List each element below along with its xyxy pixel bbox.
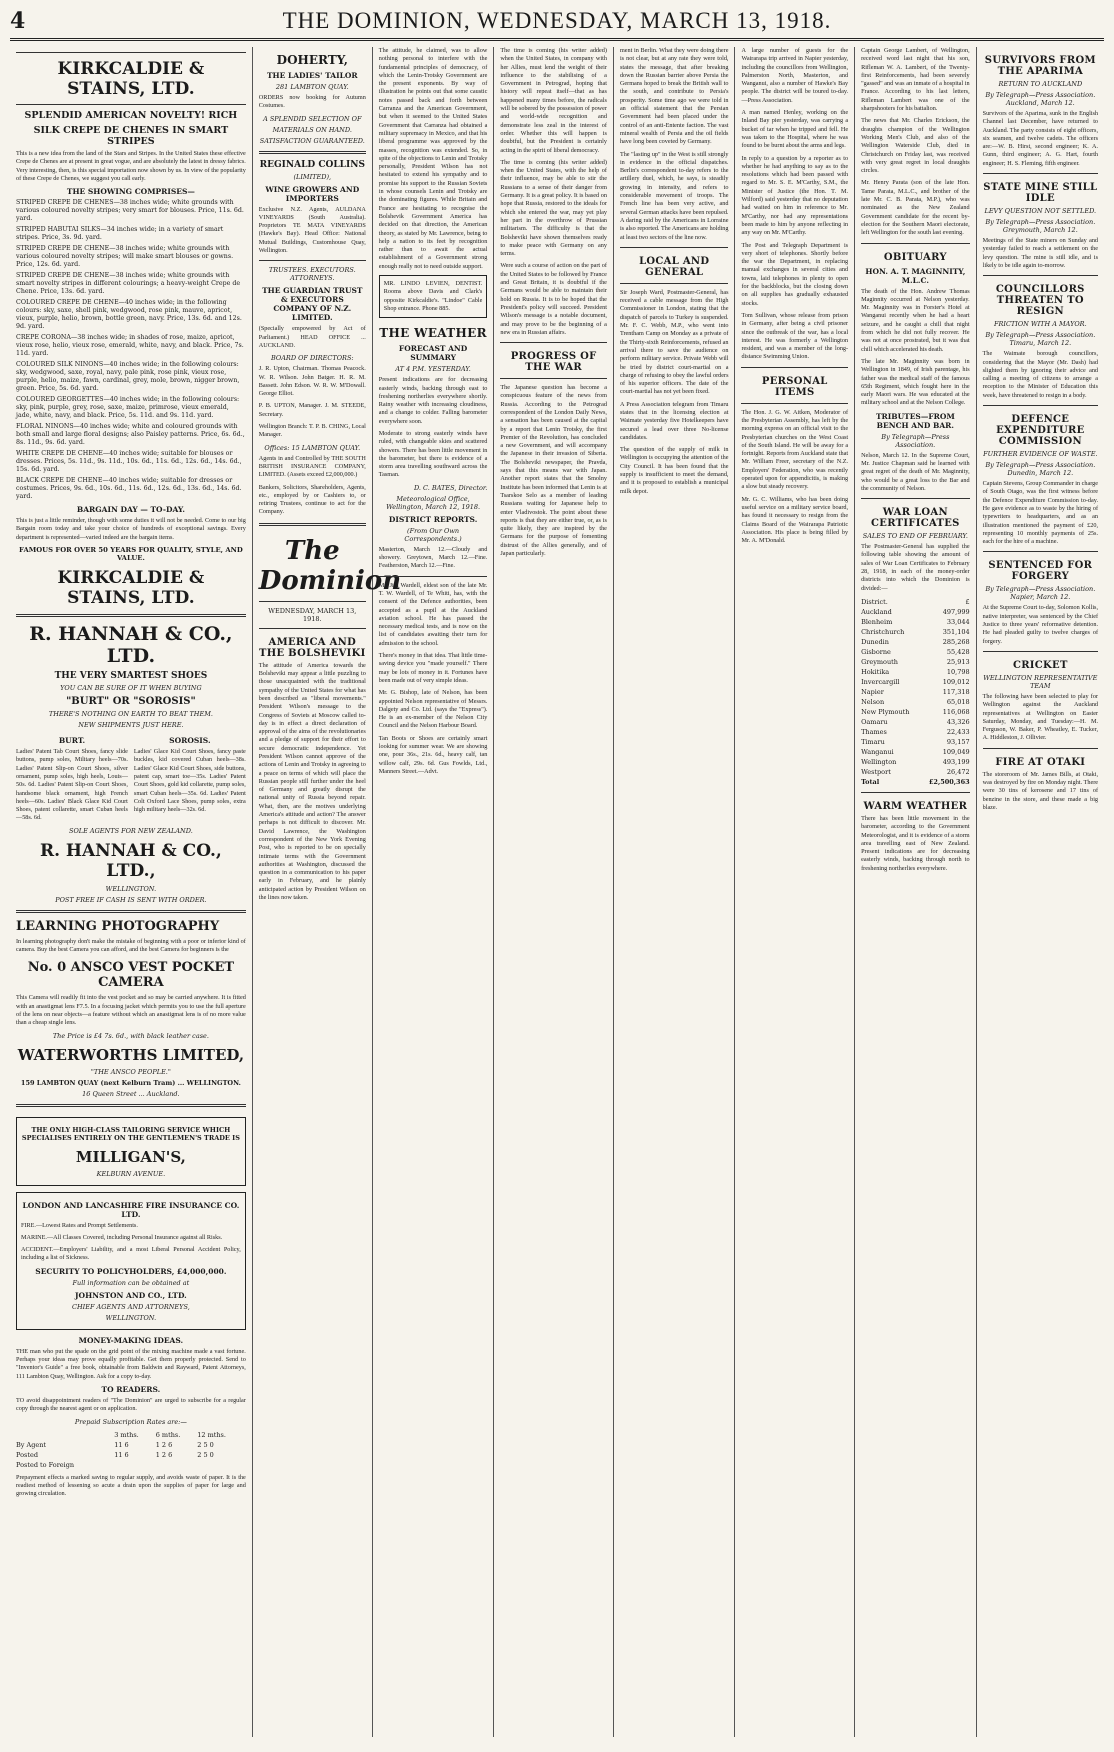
ad-london-city: WELLINGTON. — [105, 1313, 157, 1322]
ad-kirkcaldie-list — [16, 199, 246, 501]
war-loan-header-cell: District. — [861, 597, 888, 606]
obituary-subhead: HON. A. T. MAGINNITY, M.L.C. — [865, 266, 966, 285]
editorial-text-4b: The time is coming (his writer added) when the United States, with the help of their influence, may be able to stir the Russians to a sense of their danger from Germany. It is a great policy. It is based on hope that Russia, restored to the ideals for which she entered the war, may yet play her part in the overthrow of Prussian militarism. The difficulty is that the Bolsheviki have shown themselves ready to make peace with Germany on any terms. — [500, 158, 607, 258]
news-money-idea: There's money in that idea. That little time-saving device you "made yourself." There may be lots of money in it. Fortunes have been made out of very simple ideas. — [378, 652, 488, 684]
war-loan-row — [861, 707, 970, 717]
ad-london-agents-2: CHIEF AGENTS AND ATTORNEYS, — [72, 1302, 190, 1311]
district-reports-text: Masterton, March 12.—Cloudy and showery. Greytown, March 12.—Fine. Featherston, March 12.—Fine. — [378, 545, 488, 570]
ad-doherty-satisfaction: SATISFACTION GUARANTEED. — [259, 136, 365, 145]
war-loan-total-row — [861, 777, 970, 787]
survivors-sub: RETURN TO AUCKLAND — [998, 80, 1083, 88]
fire-headline: FIRE AT OTAKI — [995, 756, 1086, 768]
war-loan-table — [861, 597, 970, 787]
ad-ansco-camera: No. 0 ANSCO VEST POCKET CAMERA — [27, 960, 235, 991]
ad-london-agents: JOHNSTON AND CO., LTD. — [75, 1290, 187, 1300]
ad-milligan — [16, 1117, 246, 1186]
warm-weather-text: There has been little movement in the barometer, according to the Government Meteorologist, and it is evidence of a storm area travelling east of New Zealand. Present indications are for decreasing easterly winds, backing through north to freshening northerlies everywhere. — [861, 814, 970, 872]
ad-photography-text: In learning photography don't make the mistake of beginning with a poor or inferior kind of camera. Buy the best Camera you can afford, and the best Camera for beginners is the — [16, 937, 246, 954]
ad-kirkcaldie-bargain: BARGAIN DAY — TO-DAY. — [76, 505, 185, 515]
ad-reginald-title: REGINALD COLLINS — [259, 159, 365, 170]
divider — [379, 576, 488, 577]
ad-money-head: MONEY-MAKING IDEAS. — [78, 1335, 184, 1345]
local-general-headline: LOCAL AND GENERAL — [639, 255, 710, 278]
war-loan-row — [861, 637, 970, 647]
ad-hannah-title-2: R. HANNAH & CO., LTD., — [39, 840, 222, 881]
forgery-headline: SENTENCED FOR FORGERY — [988, 560, 1093, 583]
ad-lindo-text: MR. LINDO LEVIEN, DENTIST. Rooms above Davis and Clark's opposite Kirkcaldie's. "Lindoe" Cable Shop entrance. Phone 885. — [383, 280, 483, 312]
editorial-text: The attitude of America towards the Bolsheviki may appear a little puzzling to those unacquainted with the traditional sympathy of the United States for what has been described as "liberal movements." President Wilson's message to the Congress of Soviets at Moscow called to-day is in effect a direct declaration of approval of the aims of the revolutionaries and a pledge of support for their effort to secure democratic independence. Yet President Wilson cannot approve of the actions of Lenin and Trotsky in agreeing to a peace on terms of which will place the Russian people still further under the heel of Germany and greatly disrupt the national unity of Russia beyond repair. What, then, are the motives underlying America's attitude and action? The answer perhaps is not difficult to discover. Mr. David Lawrence, the Washington correspondent of the New York Evening Post, who is reported to be on specially intimate terms with the Government authorities at Washington, discussed the question in a communication to his paper early in February, and he plainly anticipated action by President Wilson on the lines now taken. — [258, 661, 366, 902]
rates-cell: 1 2 6 — [155, 1440, 173, 1449]
column-7 — [855, 47, 977, 1737]
obituary-headline: OBITUARY — [883, 251, 947, 263]
rates-head: Prepaid Subscription Rates are:— — [74, 1417, 187, 1426]
survivors-text: Survivors of the Aparima, sunk in the English Channel last December, have returned to Auckland. The party consists of eight officers, six seamen, and twelve cadets. The officers are:—W. B. Hirst, second engineer; K. A. Gunn, third engineer; A. G. Hart, fourth engineer; H. S. Fleming, fifth engineer. — [982, 110, 1099, 167]
councillors-text: The Waimate borough councillors, considering that the Mayor (Mr. Dash) had slighted them by ignoring their advice and calling a meeting of citizens to arrange a reception to the Minister of Education this week, have threatened to resign in a body. — [982, 350, 1099, 399]
war-loan-district: Invercargill — [861, 677, 900, 686]
readers-head: TO READERS. — [101, 1384, 161, 1394]
cricket-text: The following have been selected to play for Wellington against the Auckland representatives at Wellington on Easter Saturday, Monday, and Tuesday:—H. M. Ferguson, W. Baker, P. Wheatley, E. Tucker, A. Hiddleston, J. Ollivier. — [982, 692, 1099, 742]
ad-trustees: TRUSTEES. EXECUTORS. ATTORNEYS. — [268, 266, 356, 283]
ad-reginald-wine: WINE GROWERS AND IMPORTERS — [265, 184, 360, 203]
war-loan-total-label: Total — [861, 777, 880, 786]
rates-cell: Posted to Foreign — [16, 1460, 75, 1469]
weather-title: THE WEATHER — [379, 326, 487, 341]
ad-kirkcaldie-title: KIRKCALDIE & STAINS, LTD. — [57, 59, 205, 99]
divider — [500, 342, 607, 343]
councillors-press: By Telegraph—Press Association. Timaru, March 12. — [985, 331, 1096, 348]
divider — [259, 523, 366, 526]
ad-board-wellington: Wellington Branch: T. P. B. CHING, Local Manager. — [258, 423, 366, 439]
war-loan-amount: 43,326 — [946, 717, 970, 726]
weather-time: AT 4 P.M. YESTERDAY. — [395, 365, 471, 374]
ad-kirkcaldie-item: FLORAL NINONS—40 inches wide; white and coloured grounds with both small and large floral designs; also Paisley patterns. Price, 6s. 6d., 8s. 11d., 9s. 6d. yard. — [16, 423, 245, 447]
divider — [16, 52, 246, 53]
ad-waterworths-address: 159 LAMBTON QUAY (next Kelburn Tram) ... WELLINGTON. — [20, 1078, 241, 1087]
rates-cell: 2 5 0 — [197, 1440, 214, 1449]
local-text-6c: In reply to a question by a reporter as to whether he had anything to say as to the resolutions which had been passed with regard to Mr. S. E. M'Carthy, S.M., the Minister of Justice (the Hon. T. M. Wilford) said yesterday that no deputation had waited on him in reference to Mr. M'Carthy, nor had any representations been made to him by anyone reflecting in any way on Mr. M'Carthy. — [741, 154, 849, 237]
rates-cell — [197, 1460, 246, 1470]
divider — [16, 910, 246, 913]
personal-items-text: The Hon. J. G. W. Aitken, Moderator of the Presbyterian Assembly, has left by the morning express on an official visit to the Presbyterian churches on the West Coast of the South Island. He will be away for a fortnight. Reports from Auckland state that Mr. William Freer, secretary of the N.Z. Employers' Federation, who was recently operated upon for appendicitis, is making a slow but steady recovery. — [741, 408, 849, 491]
editorial-text-4c: Were such a course of action on the part of the United States to be followed by France and Great Britain, it is doubtful if the Germans would be able to maintain their hold on Russia. It is to be hoped that the President's policy will succeed. President Wilson's message is a notable document, and may prove to be the beginning of a new era in Russian affairs. — [500, 262, 607, 336]
state-mine-press: By Telegraph—Press Association. Greymouth, March 12. — [985, 218, 1096, 235]
ad-milligan-head: THE ONLY HIGH-CLASS TAILORING SERVICE WHICH SPECIALISES ENTIRELY ON THE GENTLEMEN'S TRADE IS — [21, 1125, 240, 1142]
ad-hannah-sorosis: Ladies' Glace Kid Court Shoes, fancy paste buckles, kid covered Cuban heels—38s. Ladies' Glace Kid Court Shoes, side buttons, patent cap, smart toe—35s. Ladies' Patent Court Shoes, gold kid collarette, pump soles, smart Cuban heels—35s. 6d. Ladies' Patent Colt Oxford Lace Shoes, pump soles, extra high military heels—32s. 6d. — [133, 748, 246, 814]
war-loan-district: Blenheim — [861, 617, 893, 626]
district-reports-sub: (From Our Own Correspondents.) — [404, 526, 462, 543]
survivors-press: By Telegraph—Press Association. Auckland, March 12. — [985, 91, 1096, 107]
ad-kirkcaldie-intro: This is a new idea from the land of the Stars and Stripes. In the United States these effective Crepe de Chenes are at present in great vogue, and are absolutely the latest in dressy fabrics. Very interesting, then, is this special importation now shown by us. In view of the popularity of these Crepe de Chenes, we suggest you call early. — [16, 150, 246, 182]
war-loan-row — [861, 647, 970, 657]
editorial-text-continued: The attitude, he claimed, was to allow nothing personal to interfere with the fundamental principles of democracy, of which the Lenin-Trotsky Government are the present exponents. By way of illustration he points out that some caustic notes passed back and forth between Carranza and the American Government, but when it seemed to the United States Government that Carranza had obtained a military supremacy in Mexico, and that his liberal programme was approved by the masses, recognition was extended. So, in spite of the objections to Lenin and Trotsky personally, President Wilson has not hesitated to extend his sympathy and to promise his support to the Russian Soviets in whose counsels Lenin and Trotsky are the dominating figures. While Britain and France are hesitating to recognise the Bolshevik Government America has decided on that direction, the American theory, as stated by Mr. Lawrence, being to help a nation to its feet by recognition rather than to await the actual establishment of a Government strong enough really not to need outside support. — [378, 47, 488, 270]
war-loan-amount: 117,318 — [942, 687, 970, 696]
column-5 — [614, 47, 736, 1737]
ad-waterworths-sub: "THE ANSCO PEOPLE." — [90, 1067, 171, 1076]
defence-text: Captain Stevens, Group Commander in charge of South Otago, was the first witness before the Defence Expenditure Commission to-day. He gave evidence as to waste by the hiring of typewriters to headquarters, and as an illustration mentioned the payment of £20, representing 10 monthly payments of 25s. each for the hire of a machine. — [982, 480, 1099, 546]
ad-hannah-title: R. HANNAH & CO., LTD. — [29, 623, 233, 668]
ad-hannah-sub4: NEW SHIPMENTS JUST HERE. — [78, 721, 184, 730]
progress-of-war-headline: PROGRESS OF THE WAR — [510, 351, 597, 374]
cricket-headline: CRICKET — [1012, 659, 1068, 671]
state-mine-headline: STATE MINE STILL IDLE — [983, 182, 1098, 205]
ad-board-text: J. R. Upton, Chairman. Thomas Peacock. W. R. Wilson. John Batger. H. R. M. Bassett. John Edson. W. R. W. M'Dowall. George Elliot. — [258, 365, 366, 398]
divider — [16, 104, 246, 105]
local-general-text: Sir Joseph Ward, Postmaster-General, has received a cable message from the High Commissioner in London, stating that the dispatch of parcels to Turkey is suspended. Mr. F. C. Webb, M.P., who went into Trentham Camp on Monday as a private of the Thirty-sixth Reinforcements, refused an arrival there to save the audience on perform military service. Private Webb will be tried by district court-martial on a charge of refusing to obey the lawful orders of his superior officers. The date of the court-martial has not yet been fixed. — [619, 288, 729, 396]
ad-kirkcaldie-item: COLOURED SILK NINONS—40 inches wide; in the following colours: sky, wedgwood, saxe, royal, navy, pale pink, rose pink, vieux rose, purple, helio, maize, fawn, cardinal, grey, mole, brown, nigger brown, green. Price, 5s. 6d. yard. — [16, 361, 240, 393]
divider — [983, 173, 1098, 174]
divider — [861, 792, 970, 793]
ad-tan-shoes: Tan Boots or Shoes are certainly smart looking for summer wear. We are showing one, pour 36s., 21s. 6d., heavy calf, tan willow calf, 29s. 6d. Gus Fowlds, Ltd., Manners Street.—Advt. — [378, 734, 488, 775]
ad-reginald-ltd: (LIMITED), — [293, 172, 332, 181]
ad-kirkcaldie-item: WHITE CREPE DE CHENE—40 inches wide; suitable for blouses or dresses. Prices, 5s. 11d., 9s. 11d., 10s. 6d., 11s. 6d., 12s. 6d., 14s. 6d., 15s. 6d. yard. — [16, 450, 242, 474]
war-loan-row — [861, 767, 970, 777]
rates-cell: Posted — [16, 1450, 38, 1459]
war-loan-district: Dunedin — [861, 637, 889, 646]
war-loan-amount: 109,049 — [942, 747, 970, 756]
newspaper-nameplate: The Dominion — [258, 535, 402, 596]
defence-press: By Telegraph—Press Association. Dunedin, March 12. — [985, 461, 1096, 478]
column-1 — [10, 47, 253, 1737]
war-loan-amount: 285,268 — [942, 637, 970, 646]
ad-kirkcaldie-item: STRIPED CREPE DE CHENE—38 inches wide; white grounds with smart novelty stripes in different colourings; a heavy-weight Crepe de Chene. Price, 13s. 6d. yard. — [16, 272, 241, 296]
local-text-6b: A man named Henley, working on the Inland Bay pier yesterday, was carrying a bucket of tar when he tripped and fell. He was taken to the Hospital, where he was found to be burnt about the arms and legs. — [741, 109, 849, 150]
war-loan-district: Christchurch — [861, 627, 905, 636]
war-text-5b: The "lasting up" in the West is still strongly in evidence in the official dispatches. Berlin's correspondent to-day refers to the artillery duel, which, he says, is steadily growing in intensity, and refers to considerable movement of troops. The French line has been very active, and several German attacks have been repulsed. A daring raid by the Americans in Lorraine is also reported. The Americans are holding at least two sectors of the line now. — [619, 150, 729, 241]
ad-guardian-text: (Specially empowered by Act of Parliament.) HEAD OFFICE ... AUCKLAND. — [258, 325, 366, 349]
war-loan-district: Wanganui — [861, 747, 894, 756]
ad-hannah-head: THE VERY SMARTEST SHOES — [54, 671, 208, 682]
war-loan-amount: 55,428 — [946, 647, 970, 656]
divider — [983, 405, 1098, 406]
rates-cell: 11 6 — [114, 1450, 129, 1459]
war-loan-row — [861, 717, 970, 727]
state-mine-sub: LEVY QUESTION NOT SETTLED. — [984, 207, 1097, 216]
defence-sub: FURTHER EVIDENCE OF WASTE. — [983, 450, 1098, 459]
editorial-date: WEDNESDAY, MARCH 13, 1918. — [268, 606, 357, 623]
war-loan-amount: 93,157 — [946, 737, 970, 746]
ad-column-pair — [16, 1113, 246, 1503]
war-loan-amount: 10,798 — [946, 667, 970, 676]
ad-camera-price: The Price is £4 7s. 6d., with black leather case. — [52, 1031, 209, 1040]
divider — [741, 403, 848, 404]
ad-doherty-materials: MATERIALS ON HAND. — [272, 125, 352, 134]
weather-forecast: Present indications are for decreasing easterly winds, backing through east to freshening northerlies everywhere shortly. Rainy weather with increasing cloudiness, and a change to colder. Falling barometer everywhere soon. — [378, 376, 488, 425]
column-4 — [494, 47, 614, 1737]
ad-london-accident: ACCIDENT.—Employers' Liability, and a most Liberal Personal Accident Policy, including a list of Sickness. — [21, 1246, 241, 1262]
ad-waterworths-title: WATERWORTHS LIMITED, — [17, 1045, 245, 1064]
war-loan-district: Napier — [861, 687, 884, 696]
war-loan-row — [861, 627, 970, 637]
page-number: 4 — [10, 8, 26, 34]
ad-hannah-city: WELLINGTON. — [105, 884, 157, 893]
columns — [10, 47, 1104, 1737]
divider — [259, 601, 366, 602]
column-2 — [253, 47, 402, 1737]
ad-hannah-post: POST FREE IF CASH IS SENT WITH ORDER. — [55, 895, 207, 904]
rates-note: Prepayment effects a marked saving to regular supply, and avoids waste of paper. It is the readiest method of lessening so acute a drain upon the supplies of paper for large and growing circulation. — [16, 1473, 246, 1498]
ad-kirkcaldie-bargain-text: This is just a little reminder, though with some duties it will not be needed. Come to our big Bargain room today and take your choice of hundreds of exceptional savings. Every department is represented—varied indeed are the bargain items. — [16, 517, 246, 541]
rates-row — [16, 1450, 246, 1460]
local-general-text-3: The question of the supply of milk in Wellington is occupying the attention of the City Council. It has been found that the supply is insufficient to meet the demand, and it is proposed to establish a municipal milk depot. — [619, 446, 729, 495]
personal-text-7c: Mr. Henry Parata (son of the late Hon. Tame Parata, M.L.C., and brother of the late Mr. C. B. Parata, M.P.), who was nominated as the New Zealand Government candidate for the recent by-election for the Southern Maori electorate, left Wellington for the south last evening. — [861, 179, 970, 237]
warm-weather-headline: WARM WEATHER — [863, 800, 968, 812]
ad-reginald-text: Exclusive N.Z. Agents, AULDANA VINEYARDS (South Australia). Proprietors TE MATA VINEYARDS (Hawke's Bay). Head Office: National Mutual Buildings, Customhouse Quay, Wellington. — [258, 205, 366, 255]
rates-cell: 2 5 0 — [197, 1450, 214, 1459]
district-reports-head: DISTRICT REPORTS. — [388, 514, 478, 524]
news-bishop: Mr. G. Bishop, late of Nelson, has been appointed Nelson representative of Messrs. Dalgety and Co. Ltd. (says the "Express"). He is an ex-member of the Nelson City Council and the Nelson Harbour Board. — [378, 689, 488, 730]
war-loan-district: Nelson — [861, 697, 885, 706]
ad-london-info: Full information can be obtained at — [72, 1278, 190, 1287]
personal-text-7b: The news that Mr. Charles Erickson, the draughts champion of the Wellington Working Men's Club, and also of the Wellington Waterside Club, died in Christchurch on Friday last, was received with very great regret in local draughts circles. — [861, 117, 970, 175]
rates-header-cell: 3 mths. — [114, 1430, 139, 1439]
divider — [259, 628, 366, 629]
ad-hannah-brands: "BURT" OR "SOROSIS" — [66, 696, 196, 708]
weather-signature: D. C. BATES, Director. — [413, 483, 488, 492]
war-loan-header-row — [861, 597, 970, 607]
ad-board-agents: Agents in and Controlled by THE SOUTH BRITISH INSURANCE COMPANY, LIMITED. (Assets exceed £2,000,000.) — [258, 454, 366, 479]
local-general-text-2: A Press Association telegram from Timaru states that in the licensing election at Waimate yesterday five Hotelkeepers have secured a lead over three No-license candidates. — [619, 400, 729, 441]
ad-kirkcaldie-head: SPLENDID AMERICAN NOVELTY! RICH — [24, 110, 238, 121]
rates-row — [16, 1460, 246, 1470]
councillors-sub: FRICTION WITH A MAYOR. — [993, 320, 1087, 329]
tributes-headline: TRIBUTES—FROM BENCH AND BAR. — [875, 411, 955, 430]
divider — [259, 260, 366, 261]
ad-hannah-burt: Ladies' Patent Tab Court Shoes, fancy slide buttons, pump soles, Military heels—70s. Ladies' Patent Slip-on Court Shoes, silver ornament, pump soles, high heels, Louis—50s. 6d. Ladies' Patent Slip-on Court Shoes, handsome black ornament, high French heels—60s. Ladies' Black Glace Kid Court Shoes, patent collarette, smart Cuban heels—58s. 6d. — [16, 748, 128, 822]
war-loan-row — [861, 747, 970, 757]
war-loan-amount: 497,999 — [942, 607, 970, 616]
divider — [983, 275, 1098, 276]
divider — [16, 614, 246, 617]
ad-board-office: Offices: 15 LAMBTON QUAY. — [264, 443, 361, 452]
ad-london-marine: MARINE.—All Classes Covered, including Personal Insurance against all Risks. — [21, 1233, 223, 1241]
tributes-sub: By Telegraph—Press Association. — [881, 432, 950, 449]
forgery-text: At the Supreme Court to-day, Solomon Kollis, native interpreter, was sentenced by the Chief Justice to three years' reformative detention. He had pleaded guilty to twelve charges of forgery. — [982, 604, 1099, 645]
ad-milligan-address: KELBURN AVENUE. — [96, 1169, 166, 1178]
divider — [500, 378, 607, 379]
column-8 — [977, 47, 1104, 1737]
progress-of-war-text: The Japanese question has become a conspicuous feature of the news from Russia. According to the Petrograd correspondent of the London Daily News, a sensation has been caused at the capital by a report that Lenin Trotsky, the first Premier of the Revolution, has concluded a new Government, and will accompany the Japanese in their invasion of Siberia. The Bolsheviki newspaper, the Pravda, says that this means war with Japan. Another report states that the Smolny Institute has been informed that Lenin is at Tsarskoe Selo as a member of leading Russians waiting for Japanese help to enter Vladivostok. The point about these reports is that they are either true, or, as is quite likely, they are inspired by the Germans for the purpose of fomenting distrust of the Allies generally, and of Japan particularly. — [500, 384, 607, 558]
divider — [861, 498, 970, 499]
ad-doherty-orders: ORDERS now booking for Autumn Costumes. — [258, 94, 366, 110]
editorial-headline: AMERICA AND THE BOLSHEVIKI — [258, 636, 366, 659]
ad-kirkcaldie-item: COLOURED CREPE DE CHENE—40 inches wide; in the following colours: sky, saxe, shell pink, wedgwood, rose pink, mauve, apricot, vieux, purple, helio, brown, bottle green, navy. Price, 13s. 6d. and 12s. 9d. yard. — [16, 299, 242, 331]
ad-kirkcaldie-showing: THE SHOWING COMPRISES— — [66, 187, 195, 197]
newspaper-title: THE DOMINION, WEDNESDAY, MARCH 13, 1918. — [282, 8, 832, 33]
ad-london-title: LONDON AND LANCASHIRE FIRE INSURANCE CO. LTD. — [22, 1200, 240, 1219]
war-loan-amount: 22,433 — [946, 727, 970, 736]
ad-hannah-products — [16, 732, 246, 827]
column-6 — [735, 47, 855, 1737]
ad-kirkcaldie-item: STRIPED CREPE DE CHENE—38 inches wide; white grounds with various coloured novelty stripes; will make smart blouses or gowns. Price, 12s. 6d. yard. — [16, 245, 234, 269]
personal-text-7a: Captain George Lambert, of Wellington, received word last night that his son, Rifleman W. A. Lambert, of the Twenty-first Reinforcements, had been severely "gassed" and was an inmate of a hospital in France. According to his last letters, Rifleman Lambert was one of the sharpshooters for his battalion. — [861, 47, 970, 113]
ad-doherty-selection: A SPLENDID SELECTION OF — [263, 114, 362, 123]
war-loan-district: Hokitika — [861, 667, 890, 676]
personal-items-text-2: Mr. G. C. Williams, who has been doing useful service on a military service board, has found it necessary to resign from the Claims Board of the Wairarapa Patriotic Association. His place is being filled by Mr. A. M'Donald. — [741, 495, 849, 545]
divider — [16, 1104, 246, 1107]
ad-london-fire: FIRE.—Lowest Rates and Prompt Settlements. — [21, 1221, 138, 1229]
rates-cell: 11 6 — [114, 1440, 129, 1449]
divider — [741, 367, 848, 368]
ad-doherty-address: 281 LAMBTON QUAY. — [275, 83, 349, 91]
obituary-text: The death of the Hon. Andrew Thomas Maginnity occurred at Nelson yesterday. Mr. Maginnity was in Forster's Hotel at Wanganui recently when he had a heart seizure, and he caught a chill that night from which he did not fully recover. He was not at once prostrated, but it was that chill which accelerated his death. — [861, 287, 970, 353]
ad-kirkcaldie-item: STRIPED HABUTAI SILKS—34 inches wide; in a variety of smart stripes. Price, 3s. 9d. yard. — [16, 226, 224, 242]
rates-cell: 1 2 6 — [155, 1450, 173, 1459]
war-loan-total: £2,500,363 — [928, 777, 970, 786]
war-loan-district: Gisborne — [861, 647, 891, 656]
news-wardell: Mr. Jim Wardell, eldest son of the late Mr. T. W. Wardell, of Te Whiti, has, with the consent of the Defence authorities, been accepted as a pupil at the Auckland aviation school. He has passed the necessary medical tests, and is now on the list of candidates awaiting their turn for admission to the school. — [378, 581, 488, 647]
rates-cell — [156, 1460, 198, 1470]
ad-hannah-sorosis-head: SOROSIS. — [169, 736, 211, 746]
defence-headline: DEFENCE EXPENDITURE COMMISSION — [996, 414, 1085, 448]
war-loan-district: Auckland — [861, 607, 892, 616]
weather-subtitle: FORECAST AND SUMMARY — [398, 344, 468, 363]
war-loan-row — [861, 737, 970, 747]
rates-header-cell: 12 mths. — [197, 1430, 226, 1439]
war-loan-row — [861, 617, 970, 627]
ad-board-manager: P. B. UPTON, Manager. J. M. STEEDE, Secretary. — [258, 402, 366, 418]
ad-kirkcaldie-item: COLOURED GEORGETTES—40 inches wide; in the following colours: sky, pink, purple, grey, rose, saxe, maize, primrose, vieux emerald, jade, white, navy, and black. Price, 5s. 11d. and 9s. 11d. yard. — [16, 396, 240, 420]
war-loan-district: Greymouth — [861, 657, 898, 666]
divider — [983, 551, 1098, 552]
ad-photography-title: LEARNING PHOTOGRAPHY — [16, 918, 220, 934]
rates-header-cell: 6 mths. — [155, 1430, 181, 1439]
ad-hannah-burt-head: BURT. — [58, 736, 86, 746]
local-text-6e: Tom Sullivan, whose release from prison in Germany, after being a civil prisoner since the outbreak of the war, has a local interest. He was formerly a Wellington resident, and was a member of the long-distance Swimming Union. — [741, 311, 849, 361]
war-loan-district: Oamaru — [861, 717, 888, 726]
war-loan-amount: 351,104 — [942, 627, 970, 636]
war-loan-district: Timaru — [861, 737, 885, 746]
masthead — [10, 8, 1104, 41]
ad-milligan-name: MILLIGAN'S, — [75, 1147, 186, 1166]
divider — [983, 651, 1098, 652]
war-loan-amount: 65,018 — [946, 697, 970, 706]
ad-waterworths-address-2: 16 Queen Street ... Auckland. — [82, 1089, 180, 1098]
readers-text: TO avoid disappointment readers of "The Dominion" are urged to subscribe for a regular copy through the nearest agent or on application. — [16, 1396, 246, 1413]
war-text-5a: ment in Berlin. What they were doing there is not clear, but at any rate they were told, states the message, that after breaking down the Russian barrier above Persia the Germans hoped to break the British wall to the south, and contribute to Persia's prosperity. Some time ago we were told in an official statement that the Persian Government had been placed under the control of an anti-Entente faction. The vast mineral wealth of Persia and the oil fields have long been coveted by Germany. — [619, 47, 729, 146]
war-loan-district: Wellington — [861, 757, 897, 766]
rates-table — [16, 1430, 246, 1470]
tributes-text: Nelson, March 12. In the Supreme Court, Mr. Justice Chapman said he learned with great regret of the death of Mr. Maginnity, who would be a great loss to the Bar and the community of Nelson. — [861, 451, 970, 492]
ad-lindo-levien — [379, 275, 488, 318]
rates-row — [16, 1440, 246, 1450]
state-mine-text: Meetings of the State miners on Sunday and yesterday failed to reach a settlement on the levy question. The mine is still idle, and is likely to be idle again to-morrow. — [982, 237, 1099, 269]
ad-kirkcaldie-famous: FAMOUS FOR OVER 50 YEARS FOR QUALITY, STYLE, AND VALUE. — [19, 546, 243, 563]
divider — [620, 283, 729, 284]
ad-kirkcaldie-subhead: SILK CREPE DE CHENES IN SMART STRIPES — [33, 125, 229, 147]
war-loan-district: Westport — [861, 767, 891, 776]
war-loan-row — [861, 727, 970, 737]
rates-header-cell — [16, 1430, 114, 1440]
divider — [259, 151, 366, 154]
divider — [983, 748, 1098, 749]
ad-london-lancashire — [16, 1192, 246, 1330]
war-loan-row — [861, 657, 970, 667]
war-loan-header-cell: £ — [965, 597, 970, 606]
survivors-headline: SURVIVORS FROM THE APARIMA — [984, 55, 1096, 77]
divider — [861, 243, 970, 244]
ad-board-note: Bankers, Solicitors, Shareholders, Agents, etc., employed by or Cashiers to, or retiring Trustees, continue to act for the Company. — [258, 483, 366, 516]
ad-hannah-sub1: YOU CAN BE SURE OF IT WHEN BUYING — [60, 684, 202, 693]
divider — [620, 247, 729, 248]
war-loan-text: The Postmaster-General has supplied the following table showing the amount of sales of War Loan Certificates to February 28, 1918, in each of the money-order districts into which the Dominion is divided:— — [861, 543, 970, 592]
war-loan-row — [861, 677, 970, 687]
ad-doherty-sub: THE LADIES' TAILOR — [266, 71, 358, 80]
war-loan-amount: 116,068 — [942, 707, 970, 716]
forgery-press: By Telegraph—Press Association. Napier, March 12. — [985, 585, 1096, 602]
ad-photography-text-2: This Camera will readily fit into the vest pocket and so may be carried anywhere. It is fitted with an anastigmat lens F7.5. In a focusing jacket which permits you to use the full aperture of the lens on near objects—a feature without which an anastigmat lens is of no more value than a cheap single lens. — [16, 994, 246, 1027]
war-loan-district: New Plymouth — [861, 707, 910, 716]
editorial-text-4a: The time is coming (his writer added) when the United States, in company with her Allies, must lend the weight of their influence to the stabilising of a Government in Petrograd, hoping that history will repeat itself—that as has happened many times before, the radicals will be sobered by the possession of power and world-wide recognition and demonstrate less zeal in the interest of order. Whether this will happen is doubtful, but the President is certainly acting in the spirit of liberal democracy. — [500, 47, 607, 154]
weather-summary: Moderate to strong easterly winds have ruled, with changeable skies and scattered showers. There has been little movement in the barometer, but there is evidence of a storm area travelling southward across the Tasman. — [378, 429, 488, 479]
ad-guardian-title: THE GUARDIAN TRUST & EXECUTORS COMPANY OF N.Z. LIMITED. — [262, 286, 363, 323]
war-loan-row — [861, 757, 970, 767]
ad-hannah-sub3: THERE'S NOTHING ON EARTH TO BEAT THEM. — [48, 710, 213, 719]
councillors-headline: COUNCILLORS THREATEN TO RESIGN — [995, 284, 1085, 318]
war-loan-amount: 493,199 — [942, 757, 970, 766]
personal-items-headline: PERSONAL ITEMS — [761, 375, 828, 398]
war-loan-amount: 26,472 — [946, 767, 970, 776]
war-loan-amount: 25,913 — [946, 657, 970, 666]
rates-cell — [114, 1460, 156, 1470]
column-3 — [373, 47, 495, 1737]
war-loan-row — [861, 607, 970, 617]
ad-kirkcaldie-title-2: KIRKCALDIE & STAINS, LTD. — [57, 568, 205, 609]
fire-text: The storeroom of Mr. James Bills, at Otaki, was destroyed by fire on Monday night. There were 30 tins of kerosene and 17 tins of benzine in the store, and these made a big blaze. — [982, 770, 1099, 811]
war-loan-row — [861, 697, 970, 707]
ad-london-security: SECURITY TO POLICYHOLDERS, £4,000,000. — [35, 1266, 227, 1276]
war-loan-sub: SALES TO END OF FEBRUARY. — [862, 532, 968, 541]
ad-kirkcaldie-item: STRIPED CREPE DE CHENES—38 inches wide; white grounds with various coloured novelty stripes; very smart for blouses. Price, 11s. 6d. yard. — [16, 199, 244, 223]
local-text-6a: A large number of guests for the Wairarapa trip arrived in Napier yesterday, including the councillors from Wellington, Palmerston North, Masterton, and Wanganui, also a number of Hawke's Bay people. The district will be toured to-day.—Press Association. — [741, 47, 849, 104]
cricket-sub: WELLINGTON REPRESENTATIVE TEAM — [983, 673, 1098, 690]
war-loan-district: Thames — [861, 727, 887, 736]
ad-kirkcaldie-item: BLACK CREPE DE CHENE—40 inches wide; suitable for dresses or costumes. Prices, 9s. 6d., 10s. 6d., 11s. 6d., 12s. 6d., 13s. 6d., 14s. 6d. yard. — [16, 477, 242, 501]
war-loan-amount: 33,044 — [946, 617, 970, 626]
ad-hannah-agents: SOLE AGENTS FOR NEW ZEALAND. — [69, 826, 193, 835]
weather-office: Meteorological Office, Wellington, March 12, 1918. — [386, 494, 481, 511]
ad-board-head: BOARD OF DIRECTORS: — [271, 354, 354, 363]
ad-money-text: THE man who put the spade on the grid point of the mixing machine made a vast fortune. Perhaps your ideas may prove equally profitable. Get them properly protected. Send to "Inventor's Guide" a free book, obtainable from Baldwin and Rayward, Patent Attorneys, 111 Lambton Quay, Wellington. Ask for a copy to-day. — [16, 1347, 246, 1380]
local-text-6d: The Post and Telegraph Department is very short of telephones. Shortly before the war the Department, in replacing manual exchanges in several cities and towns, laid telephones in plenty to open for the backblocks, but the closing down on all supplies has gradually exhausted stocks. — [741, 241, 849, 307]
ad-doherty-title: DOHERTY, — [276, 53, 348, 67]
war-loan-row — [861, 667, 970, 677]
ad-kirkcaldie-item: CREPE CORONA—38 inches wide; in shades of rose, maize, apricot, vieux rose, helio, vieux rose, emerald, white, navy, and black. Price, 7s. 11d. yard. — [16, 334, 244, 358]
obituary-text-2: The late Mr. Maginnity was born in Wellington in 1849, of Irish parentage, his father was the medical staff of the famous 65th Regiment, which fought here in the early Maori wars. He was educated at the military school and at the Nelson College. — [861, 357, 970, 407]
war-loan-amount: 109,012 — [942, 677, 970, 686]
war-loan-row — [861, 687, 970, 697]
rates-cell: By Agent — [16, 1440, 47, 1449]
war-loan-headline: WAR LOAN CERTIFICATES — [871, 507, 960, 530]
rates-header-row — [16, 1430, 246, 1440]
